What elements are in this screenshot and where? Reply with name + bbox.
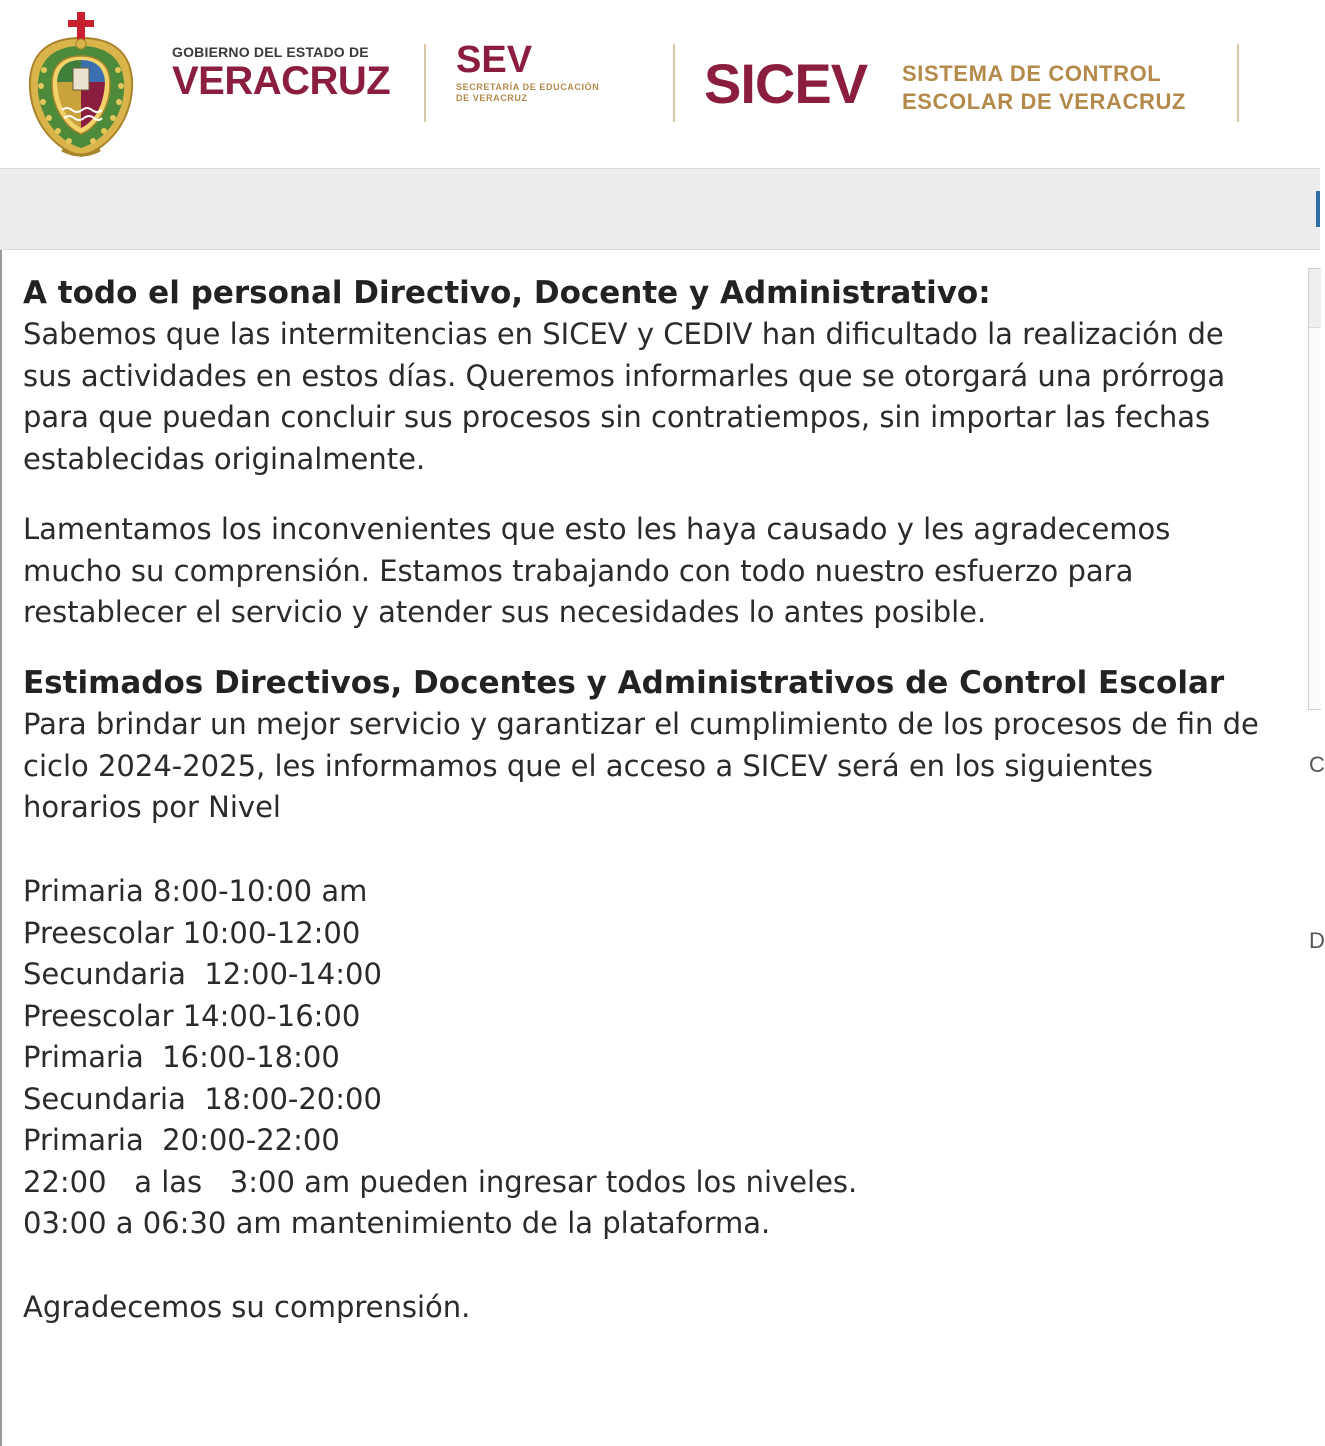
sicev-subtitle — [902, 60, 1222, 116]
sev-logo — [456, 40, 656, 114]
header-divider — [1237, 44, 1239, 122]
notice1-heading: A todo el personal Directivo, Docente y Administrativo: — [23, 275, 991, 311]
side-clipped-text: D — [1309, 928, 1325, 953]
schedule-list — [23, 871, 1273, 1245]
side-panel-clipped — [1308, 268, 1321, 710]
veracruz-coat-of-arms-icon — [22, 10, 140, 160]
header-divider — [424, 44, 426, 122]
sev-sub-line1: SECRETARÍA DE EDUCACIÓN — [456, 82, 600, 92]
nav-bar — [0, 168, 1320, 250]
schedule-line: Primaria 20:00-22:00 — [23, 1123, 340, 1158]
schedule-line: Secundaria 12:00-14:00 — [23, 957, 382, 992]
notice2-heading: Estimados Directivos, Docentes y Administrativos de Control Escolar — [23, 664, 1225, 701]
header-divider — [673, 44, 675, 122]
notice-content — [23, 272, 1273, 1328]
notice1-paragraph2: Lamentamos los inconvenientes que esto les haya causado y les agradecemos mucho su comprensión. Estamos trabajando con todo nuestro esfuerzo para restablecer el servicio y atender sus necesidades lo antes posible. — [23, 511, 1171, 630]
nav-bar-clipped-button[interactable] — [1316, 191, 1320, 227]
schedule-line: 03:00 a 06:30 am mantenimiento de la plataforma. — [23, 1206, 771, 1241]
sev-sub — [456, 82, 656, 104]
sicev-title: SICEV — [704, 52, 868, 115]
sev-title: SEV — [456, 39, 533, 81]
notice2-paragraph: Para brindar un mejor servicio y garantizar el cumplimiento de los procesos de fin de ciclo 2024-2025, les informamos que el acceso a SICEV será en los siguientes horarios por Nivel — [23, 706, 1259, 825]
side-clipped-text: C — [1309, 752, 1325, 777]
side-panel-header — [1309, 269, 1321, 328]
closing-text: Agradecemos su comprensión. — [23, 1289, 471, 1324]
schedule-line: Primaria 16:00-18:00 — [23, 1040, 340, 1075]
gov-line1: GOBIERNO DEL ESTADO DE — [172, 44, 369, 60]
schedule-line: Secundaria 18:00-20:00 — [23, 1081, 382, 1116]
notice1-paragraph1: Sabemos que las intermitencias en SICEV y CEDIV han dificultado la realización de sus actividades en estos días. Queremos informarles que se otorgará una prórroga para que puedan concluir sus procesos sin contratiempos, sin importar las fechas establecidas originalmente. — [23, 317, 1226, 477]
gov-veracruz-logo — [172, 44, 404, 110]
site-header — [0, 0, 1320, 168]
schedule-line: Preescolar 14:00-16:00 — [23, 998, 361, 1033]
sev-sub-line2: DE VERACRUZ — [456, 93, 528, 103]
sicev-logo — [704, 52, 1224, 118]
sicev-sub-line2: ESCOLAR DE VERACRUZ — [902, 89, 1186, 114]
sicev-sub-line1: SISTEMA DE CONTROL — [902, 61, 1162, 86]
schedule-line: Primaria 8:00-10:00 am — [23, 874, 368, 909]
schedule-line: 22:00 a las 3:00 am pueden ingresar todos los niveles. — [23, 1164, 858, 1199]
schedule-line: Preescolar 10:00-12:00 — [23, 915, 361, 950]
gov-line2: VERACRUZ — [172, 59, 391, 103]
